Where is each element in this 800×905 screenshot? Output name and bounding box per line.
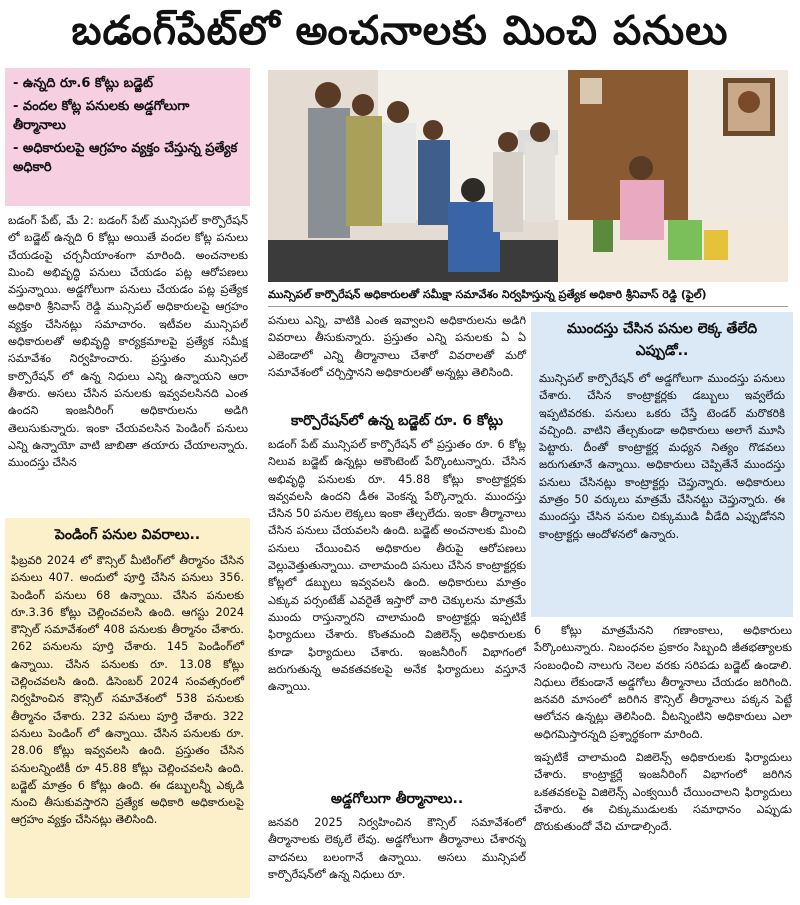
middle-continuation-text: పనులు ఎన్ని, వాటికి ఎంత ఇవ్వాలని అధికారులను అడిగి వివరాలు తీసుకున్నారు. ప్రస్తుతం ఎన్ని పనులకు ఏ ఏ ఎజెండాలో ఎన్ని తీర్మానాలు చేశారో వివరాలతో మరో సమావేశంలో చర్చిస్తానని అధికారులతో అన్నట్లు తెలిసింది. (268, 314, 526, 379)
highlight-item: - ఉన్నది రూ.6 కోట్లు బడ్జెట్ (13, 76, 153, 91)
advance-works-box (531, 312, 793, 617)
meeting-photo (268, 70, 788, 282)
lead-article (8, 212, 248, 512)
resolutions-heading: అడ్డగోలుగా తీర్మానాలు.. (330, 791, 464, 807)
middle-continuation (268, 312, 526, 402)
budget-section (268, 436, 526, 766)
highlight-item: - వందల కోట్ల పనులకు అడ్డగోలుగా తీర్మానాలు (13, 99, 190, 133)
headline: బడంగ్‌పేట్‌లో అంచనాలకు మించి పనులు (71, 8, 729, 54)
right-continuation-text: 6 కోట్లు మాత్రమేనని గణాంకాలు, అధికారులు పేర్కొంటున్నారు. నిబంధనల ప్రకారం సిబ్బంది జీతభత్యాలకు సంబంధించి నాలుగు నెలల వరకు సరిపడు బడ్జెట్ ఉండాలి. నిధులు లేకుండానే అడ్డగోలు తీర్మానాలు చేయడం జరిగింది. జనవరి మాసంలో జరిగిన కౌన్సిల్ తీర్మానాలు పక్కన పెట్టే ఆలోచన ఉన్నట్లు తెలిసింది. వీటన్నింటిని అధికారులు ఎలా అధిగమిస్తారన్నది ప్రశ్నార్థకంగా మారింది. (534, 624, 792, 741)
pending-works-box (5, 518, 250, 898)
advance-works-title: ముందస్తు చేసిన పనుల లెక్క తేలేది ఎప్పుడో.. (566, 321, 758, 359)
lead-article-text: బడంగ్ పేట్, మే 2: బడంగ్ పేట్ మున్సిపల్ కార్పొరేషన్ లో బడ్జెట్ ఉన్నది 6 కోట్లు అయితే వందల కోట్ల పనులు చేయడంపై చర్చనీయాంశంగా మారింది. అంచనాలకు మించి అభివృద్ధి పనులు చేయడం పట్ల ఆరోపణలు వస్తున్నాయి. అడ్డగోలుగా పనులు చేయడం పట్ల ప్రత్యేక అధికారి శ్రీనివాస్ రెడ్డి మున్సిపల్ అధికారులపై ఆగ్రహం వ్యక్తం చేసినట్లు సమాచారం. ఇటీవల మున్సిపల్ అధికారులతో అభివృద్ధి కార్యక్రమాలపై ప్రత్యేక సమీక్ష సమావేశం నిర్వహించారు. ప్రస్తుతం మున్సిపల్ కార్పొరేషన్ లో ఉన్న నిధులు ఎన్ని ఉన్నాయని ఆరా తీశారు. అసలు చేసిన పనులకు ఇవ్వవలసినది ఎంత ఉందని ఇంజనీరింగ్ అధికారులను అడిగి తెలుసుకున్నారు. ఇంకా చేయవలసిన పెండింగ్ పనులు ఎన్ని ఉన్నాయో వాటి జాబితా తయారు చేయాలన్నారు. ముందస్తు చేసిన (8, 214, 248, 470)
pending-works-text: ఫిబ్రవరి 2024 లో కౌన్సిల్ మీటింగ్‌లో తీర్మానం చేసిన పనులు 407. అందులో పూర్తి చేసిన పనులు 356. పెండింగ్ పనులు 68 ఉన్నాయి. చేసిన పనులకు రూ.3.36 కోట్లు చెల్లించవలసి ఉంది. ఆగస్టు 2024 కౌన్సిల్ సమావేశంలో 408 పనులకు తీర్మానం చేశారు. 262 పనులను పూర్తి చేశారు. 145 పెండింగ్‌లో ఉన్నాయి. చేసిన పనులకు రూ. 13.08 కోట్లు చెల్లించవలసి ఉంది. డిసెంబర్ 2024 సంవత్సరంలో నిర్వహించిన కౌన్సిల్ సమావేశంలో 538 పనులకు తీర్మానం చేశారు. 232 పనులు పూర్తి చేశారు. 322 పనులు పెండింగ్ లో ఉన్నాయి. చేసిన పనులకు రూ. 28.06 కోట్లు ఇవ్వవలసి ఉంది. ప్రస్తుతం చేసిన పనులన్నింటికీ రూ 45.88 కోట్లు చెల్లించవలసి ఉంది. బడ్జెట్ మాత్రం 6 కోట్లు ఉంది. ఈ డబ్బులన్నీ ఎక్కడి నుంచి తీసుకువస్తారని ప్రత్యేక అధికారి అధికారులపై ఆగ్రహం వ్యక్తం చేసినట్లు తెలిసింది. (11, 554, 244, 827)
photo-caption: మున్సిపల్ కార్పొరేషన్ అధికారులతో సమీక్షా సమావేశం నిర్వహిస్తున్న ప్రత్యేక అధికారి శ్రీనివాస్ రెడ్డి (ఫైల్) (268, 284, 788, 307)
right-continuation-text-2: ఇప్పటికే చాలామంది విజిలెన్స్ అధికారులకు ఫిర్యాదులు చేశారు. కాంట్రాక్టర్లే ఇంజనీరింగ్ విభాగంలో జరిగిన ఒకతవకలపై విజిలెన్స్ ఎంక్వయిరీ చేయించాలని ఫిర్యాదులు చేశారు. ఈ చిక్కుముడులకు సమాధానం ఎప్పుడు దొరుకుతుందో వేచి చూడాల్సిందే. (534, 751, 792, 834)
pending-works-title: పెండింగ్ పనుల వివరాలు.. (54, 527, 201, 543)
highlight-item: - అధికారులపై ఆగ్రహం వ్యక్తం చేస్తున్న ప్రత్యేక అధికారి (13, 141, 238, 175)
highlights-box (5, 68, 250, 206)
photo-illustration (268, 70, 788, 282)
right-continuation (534, 622, 792, 902)
resolutions-section-text: జనవరి 2025 నిర్వహించిన కౌన్సిల్ సమావేశంలో తీర్మానాలకు లెక్కలే లేవు. అడ్డగోలుగా తీర్మానాలు చేశారన్న వాదనలు బలంగానే ఉన్నాయి. అసలు మున్సిపల్ కార్పొరేషన్‌లో ఉన్న నిధులు రూ. (268, 816, 526, 881)
resolutions-section (268, 814, 526, 902)
advance-works-text: మున్సిపల్ కార్పొరేషన్ లో అడ్డగోలుగా ముందస్తు పనులు చేశారు. చేసిన కాంట్రాక్టర్లకు డబ్బులు ఇవ్వలేదు ఇప్పటివరకు. పనులు ఒకరు చేస్తే టెండర్ మరొకరికి వచ్చింది. వాటిని తేల్చకుండా అధికారులు అలాగే మూసి పెట్టారు. దీంతో కాంట్రాక్టర్ల మధ్యన నిత్యం గొడవలు జరుగుతూనే ఉన్నాయి. అధికారులు చెప్పితేనే ముందస్తు పనులు చేసినట్లు కాంట్రాక్టర్లు చెప్తున్నారు. అధికారులు మాత్రం 50 వర్కులు మాత్రమే చేసినట్టు చెప్తున్నారు. ఈ ముందస్తు చేసిన పనుల చిక్కుముడి వీడేది ఎప్పుడోనని కాంట్రాక్టర్లు ఆందోళనలో ఉన్నారు. (539, 372, 785, 541)
budget-section-text: బడంగ్ పేట్ మున్సిపల్ కార్పొరేషన్ లో ప్రస్తుతం రూ. 6 కోట్ల నిలువ బడ్జెట్ ఉన్నట్లు అకౌంటెంట్ పేర్కొంటున్నారు. చేసిన అభివృద్ధి పనులకు రూ. 45.88 కోట్లు కాంట్రాక్టర్లకు ఇవ్వవలసి ఉందని డీఈ వెంకన్న పేర్కొన్నారు. ముందస్తు చేసిన 50 పనుల లెక్కలు ఇంకా తేల్చలేదు. ఇంకా తీర్మానాలు చేసిన పనులు చేయవలసి ఉంది. బడ్జెట్ అంచనాలకు మించి పనులు చేయించిన అధికారుల తీరుపై ఆరోపణలు వెల్లువెత్తుతున్నాయి. చాలామంది పనులు చేసిన కాంట్రాక్టర్లకు కోట్లలో డబ్బులు ఇవ్వవలసి ఉంది. అధికారులు మాత్రం ఎక్కువ పర్సంటేజ్ ఎవరైతే ఇస్తారో వారి చెక్కులను మాత్రమే ముందు రాస్తున్నారని చాలామంది కాంట్రాక్టర్లు ఇప్పటికే ఫిర్యాదులు చేశారు. కొంతమంది విజిలెన్స్ అధికారులకు కూడా ఫిర్యాదులు చేశారు. ఇంజనీరింగ్ విభాగంలో జరుగుతున్న అవకతవకలపై అనేక ఫిర్యాదులు వస్తూనే ఉన్నాయి. (268, 438, 526, 694)
budget-heading: కార్పొరేషన్‌లో ఉన్న బడ్జెట్ రూ. 6 కోట్లు (291, 413, 503, 429)
